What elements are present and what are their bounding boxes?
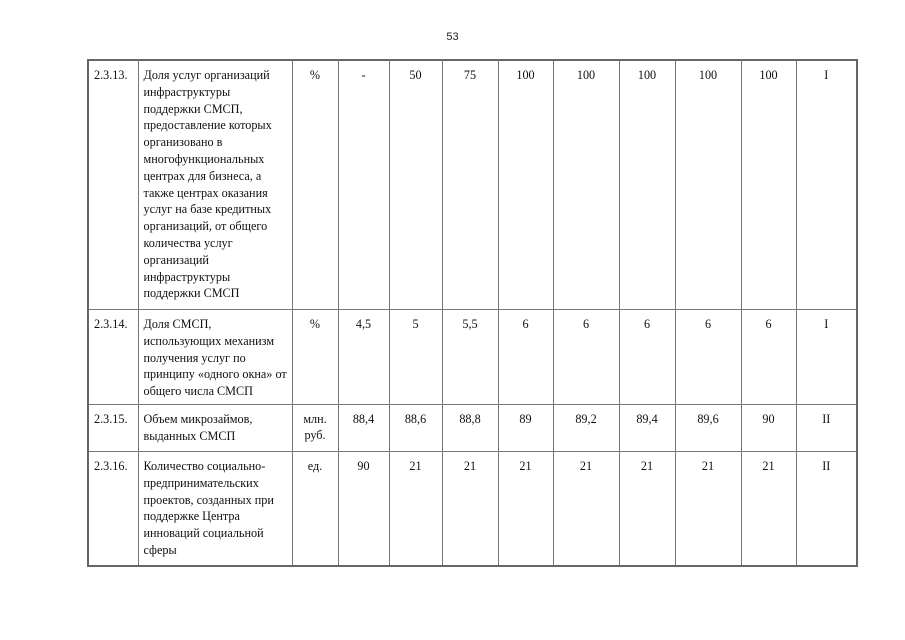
indicator-code: 2.3.15. [88,404,138,451]
value-cell: 6 [619,310,675,405]
value-cell: - [338,60,389,310]
value-cell: 6 [741,310,796,405]
value-cell: 89 [498,404,553,451]
table-row [88,60,857,310]
value-cell: 100 [741,60,796,310]
page-number: 53 [446,31,459,43]
value-cell: 50 [389,60,442,310]
value-cell: 21 [498,451,553,566]
value-cell: 88,4 [338,404,389,451]
value-cell: 88,6 [389,404,442,451]
value-cell: 5,5 [442,310,498,405]
indicator-name: Количество социально-предпринимательских проектов, созданных при поддержке Центра инноваций социальной сферы [138,451,292,566]
indicator-unit: млн. руб. [292,404,338,451]
indicator-code: 2.3.14. [88,310,138,405]
value-cell: 6 [498,310,553,405]
indicator-name: Объем микрозаймов, выданных СМСП [138,404,292,451]
value-cell: 88,8 [442,404,498,451]
indicator-unit: % [292,60,338,310]
value-cell: 89,2 [553,404,619,451]
value-cell: 89,6 [675,404,741,451]
value-cell: 21 [442,451,498,566]
value-cell: 90 [741,404,796,451]
value-cell: 5 [389,310,442,405]
table-row [88,451,857,566]
indicators-table [87,59,858,567]
table-row [88,310,857,405]
category-cell: II [796,451,857,566]
value-cell: 21 [553,451,619,566]
value-cell: 6 [675,310,741,405]
value-cell: 6 [553,310,619,405]
category-cell: I [796,310,857,405]
indicator-name: Доля услуг организаций инфраструктуры поддержки СМСП, предоставление которых организовано в многофункциональных центрах для бизнеса, а также центрах оказания услуг на базе кредитных организаций, от общего количества услуг организаций инфраструктуры поддержки СМСП [138,60,292,310]
value-cell: 21 [675,451,741,566]
value-cell: 100 [619,60,675,310]
value-cell: 100 [498,60,553,310]
value-cell: 90 [338,451,389,566]
indicator-code: 2.3.13. [88,60,138,310]
indicator-name: Доля СМСП, использующих механизм получения услуг по принципу «одного окна» от общего числа СМСП [138,310,292,405]
value-cell: 21 [389,451,442,566]
category-cell: II [796,404,857,451]
value-cell: 75 [442,60,498,310]
value-cell: 4,5 [338,310,389,405]
indicator-unit: ед. [292,451,338,566]
value-cell: 100 [675,60,741,310]
indicator-code: 2.3.16. [88,451,138,566]
value-cell: 21 [741,451,796,566]
table-row [88,404,857,451]
indicator-unit: % [292,310,338,405]
value-cell: 100 [553,60,619,310]
value-cell: 89,4 [619,404,675,451]
value-cell: 21 [619,451,675,566]
category-cell: I [796,60,857,310]
